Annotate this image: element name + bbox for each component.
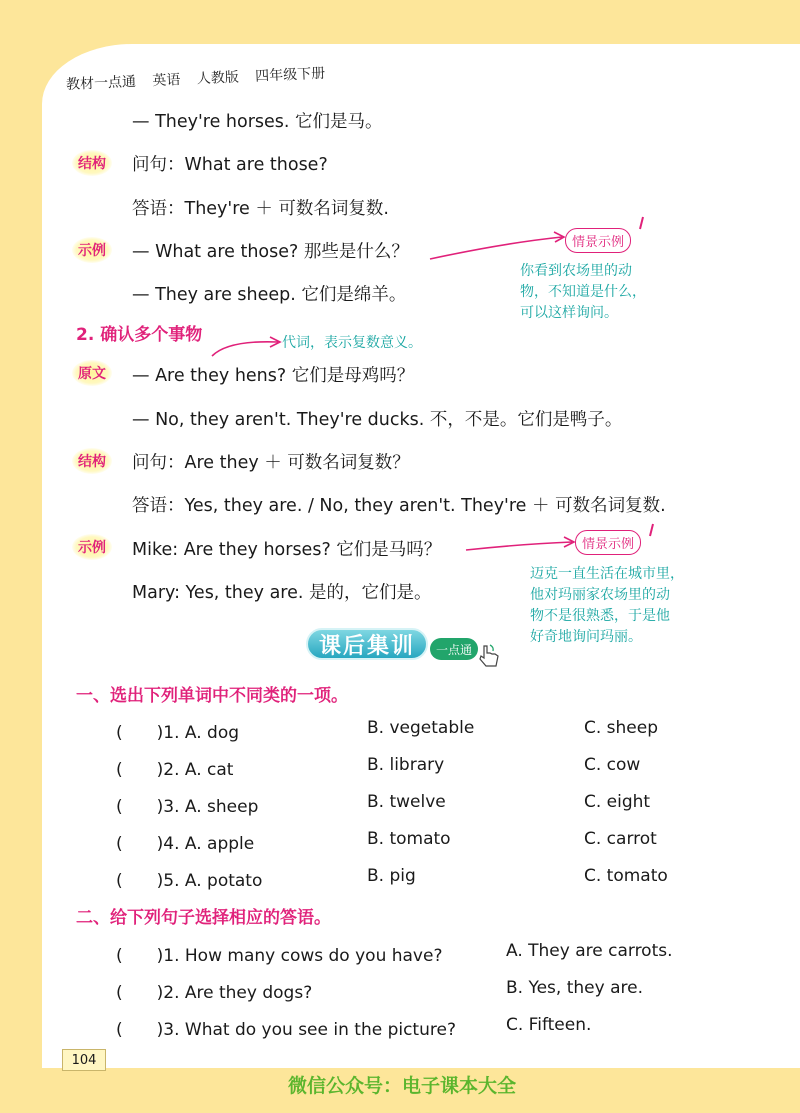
footer-watermark: 微信公众号：电子课本大全 xyxy=(288,1075,517,1097)
exercise1-item[interactable]: ( )4. A. apple xyxy=(116,834,255,854)
pointer-hand-icon xyxy=(478,642,502,668)
exercise1-option-c: C. tomato xyxy=(584,866,668,886)
exercise2-item[interactable]: ( )2. Are they dogs? xyxy=(116,983,313,1003)
practice-banner xyxy=(306,624,496,670)
note-line: 好奇地询问玛丽。 xyxy=(530,629,642,645)
exercise1-option-c: C. sheep xyxy=(584,718,659,738)
original-tag: 原文 xyxy=(72,360,112,386)
answer-pattern: 答语：They're ＋ 可数名词复数. xyxy=(132,199,389,219)
structure-tag: 结构 xyxy=(72,150,112,176)
header-grade: 四年级下册 xyxy=(254,65,326,85)
structure-tag-2: 结构 xyxy=(72,448,112,474)
pronoun-arrow xyxy=(208,334,288,360)
pronoun-note: 代词，表示复数意义。 xyxy=(282,335,422,351)
exercise1-option-b: B. library xyxy=(367,755,445,775)
question-pattern: 问句：What are those? xyxy=(132,155,328,175)
example-tag-2: 示例 xyxy=(72,534,112,560)
exercise1-option-c: C. eight xyxy=(584,792,651,812)
exercise2-answer: C. Fifteen. xyxy=(506,1015,592,1035)
exercise1-option-b: B. pig xyxy=(367,866,416,886)
note-line: 物，不知道是什么， xyxy=(520,284,646,300)
exercise1-item[interactable]: ( )1. A. dog xyxy=(116,723,240,743)
note-label-2: 情景示例 xyxy=(575,530,641,555)
exercise1-option-b: B. tomato xyxy=(367,829,451,849)
note-text-1 xyxy=(520,261,646,324)
exercise2-item[interactable]: ( )3. What do you see in the picture? xyxy=(116,1020,456,1040)
answer-pattern-2: 答语：Yes, they are. / No, they aren't. They're ＋ 可数名词复数. xyxy=(132,496,666,516)
exercise1-option-b: B. vegetable xyxy=(367,718,475,738)
note-label-1: 情景示例 xyxy=(565,228,631,253)
note-line: 物不是很熟悉，于是他 xyxy=(530,608,670,624)
note-text-2 xyxy=(530,564,684,648)
answer-line: — They're horses. 它们是马。 xyxy=(132,112,383,132)
exercise2-answer: A. They are carrots. xyxy=(506,941,673,961)
header-book: 教材一点通 xyxy=(65,73,137,93)
note-line: 可以这样询问。 xyxy=(520,305,618,321)
exercise1-item[interactable]: ( )3. A. sheep xyxy=(116,797,259,817)
original-question: — Are they hens? 它们是母鸡吗？ xyxy=(132,366,415,386)
exercise1-option-c: C. cow xyxy=(584,755,641,775)
example-question: — What are those? 那些是什么？ xyxy=(132,242,409,262)
example-question-2: Mike: Are they horses? 它们是马吗？ xyxy=(132,540,442,560)
example-tag: 示例 xyxy=(72,237,112,263)
banner-title: 课后集训 xyxy=(306,628,428,660)
original-answer: — No, they aren't. They're ducks. 不，不是。它们是鸭子。 xyxy=(132,410,623,430)
exercise1-option-b: B. twelve xyxy=(367,792,446,812)
exercise2-item[interactable]: ( )1. How many cows do you have? xyxy=(116,946,443,966)
note-line: 他对玛丽家农场里的动 xyxy=(530,587,670,603)
page-number: 104 xyxy=(62,1049,106,1071)
exercise1-option-c: C. carrot xyxy=(584,829,657,849)
example-answer: — They are sheep. 它们是绵羊。 xyxy=(132,285,407,305)
exercise1-item[interactable]: ( )5. A. potato xyxy=(116,871,263,891)
exercise2-answer: B. Yes, they are. xyxy=(506,978,643,998)
header-subject: 英语 xyxy=(152,72,181,90)
exercise1-heading: 一、选出下列单词中不同类的一项。 xyxy=(76,686,348,706)
exercise1-item[interactable]: ( )2. A. cat xyxy=(116,760,234,780)
header-edition: 人教版 xyxy=(196,69,240,88)
note-line: 迈克一直生活在城市里， xyxy=(530,566,684,582)
example-answer-2: Mary: Yes, they are. 是的，它们是。 xyxy=(132,583,432,603)
question-pattern-2: 问句：Are they ＋ 可数名词复数？ xyxy=(132,453,410,473)
note-line: 你看到农场里的动 xyxy=(520,263,632,279)
exercise2-heading: 二、给下列句子选择相应的答语。 xyxy=(76,908,331,928)
section-title: 2. 确认多个事物 xyxy=(76,325,203,345)
banner-subtitle: 一点通 xyxy=(430,638,478,660)
